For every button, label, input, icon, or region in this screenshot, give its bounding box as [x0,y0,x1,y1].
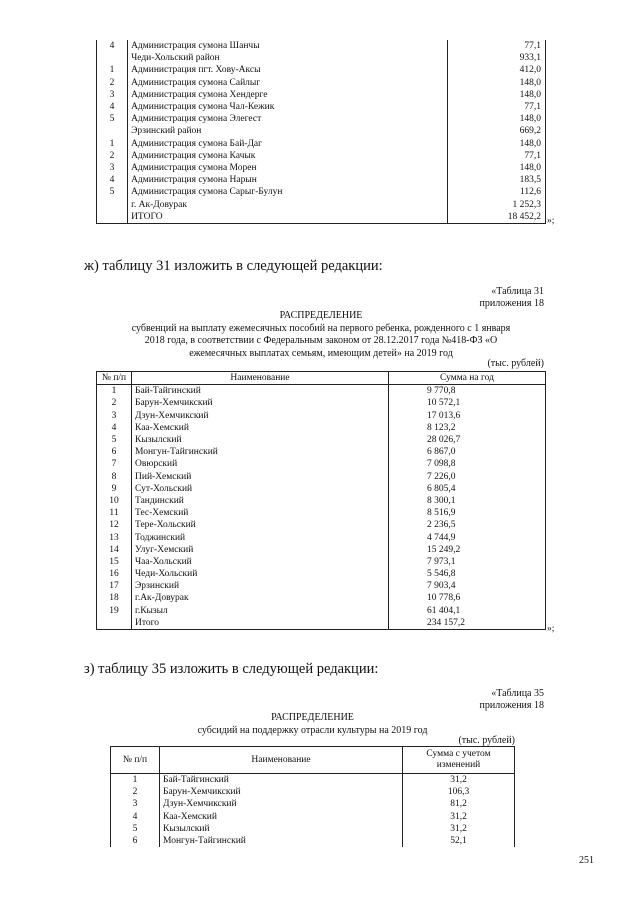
row-value: 8 123,2 [389,422,546,434]
table-31 [96,371,546,630]
table-35-label: «Таблица 35 [491,688,544,699]
row-value: 234 157,2 [389,617,546,630]
row-number: 16 [97,568,132,580]
row-number [97,125,128,137]
row-value: 81,2 [403,798,515,810]
row-number: 1 [97,385,132,398]
table-row [97,495,546,507]
row-name: Эрзинский район [128,125,448,137]
table-row [97,434,546,446]
row-name: Администрация сумона Сарыг-Булун [128,186,448,198]
row-number: 14 [97,544,132,556]
row-name: Администрация сумона Сайлыг [128,77,448,89]
table-35-title-block [110,712,515,737]
row-number: 19 [97,605,132,617]
row-number: 18 [97,592,132,604]
row-value: 15 249,2 [389,544,546,556]
row-number: 1 [111,774,160,787]
column-header-name: Наименование [160,747,403,774]
table-row [97,531,546,543]
table-row [97,471,546,483]
closing-quote-2: »; [547,624,555,634]
row-value: 1 252,3 [447,198,545,210]
row-number: 13 [97,531,132,543]
table-row [97,617,546,630]
row-value: 5 546,8 [389,568,546,580]
row-name: Барун-Хемчикский [160,786,403,798]
row-name: Барун-Хемчикский [132,397,389,409]
row-value: 106,3 [403,786,515,798]
row-name: Чаа-Хольский [132,556,389,568]
row-value: 6 805,4 [389,483,546,495]
row-name: Итого [132,617,389,630]
row-name: Администрация сумона Хендерге [128,89,448,101]
column-header-num: № п/п [97,372,132,385]
table-row [111,786,515,798]
row-number: 7 [97,458,132,470]
row-value: 10 778,6 [389,592,546,604]
table-row [111,811,515,823]
row-number [97,617,132,630]
row-number: 12 [97,519,132,531]
row-number: 2 [97,397,132,409]
closing-quote-1: »; [547,216,555,226]
row-number: 4 [111,811,160,823]
row-number: 3 [97,89,128,101]
table-row [97,458,546,470]
column-header-value-line-1: Сумма с учетом [426,748,491,759]
row-name: Тес-Хемский [132,507,389,519]
row-number: 5 [97,434,132,446]
row-value: 9 770,8 [389,385,546,398]
row-number: 5 [111,823,160,835]
row-name: Администрация сумона Элегест [128,113,448,125]
row-value: 10 572,1 [389,397,546,409]
row-name: Каа-Хемский [160,811,403,823]
row-name: Кызылский [160,823,403,835]
row-name: г.Ак-Довурак [132,592,389,604]
table-row [111,823,515,835]
row-number: 11 [97,507,132,519]
section-z-heading: з) таблицу 35 изложить в следующей редакции: [84,661,379,677]
row-value: 61 404,1 [389,605,546,617]
row-value: 4 744,9 [389,531,546,543]
row-name: Каа-Хемский [132,422,389,434]
row-value: 7 098,8 [389,458,546,470]
column-header-value-line-2: изменений [436,760,481,770]
table-31-continuation [96,40,546,224]
row-name: Бай-Тайгинский [132,385,389,398]
row-number: 5 [97,113,128,125]
table-row [97,580,546,592]
row-value: 31,2 [403,823,515,835]
row-number: 5 [97,186,128,198]
table-35-subtitle-1: субсидий на поддержку отрасли культуры на 2019 год [197,724,428,736]
table-row [97,422,546,434]
table-row [97,397,546,409]
row-value: 17 013,6 [389,410,546,422]
table-31-header-row [97,372,546,385]
row-number: 15 [97,556,132,568]
row-name: Бай-Тайгинский [160,774,403,787]
row-name: Монгун-Тайгинский [160,835,403,847]
section-zh-heading: ж) таблицу 31 изложить в следующей редакции: [84,258,383,274]
table-row [97,198,546,210]
row-name: Чеди-Хольский район [128,52,448,64]
table-35-title: РАСПРЕДЕЛЕНИЕ [271,712,354,723]
row-name: Администрация сумона Чал-Кежик [128,101,448,113]
table-31-title: РАСПРЕДЕЛЕНИЕ [279,310,363,321]
row-name: Тоджинский [132,531,389,543]
table-35-header-row [111,747,515,774]
row-value: 77,1 [447,150,545,162]
row-name: Администрация пгт. Хову-Аксы [128,64,448,76]
table-row [97,77,546,89]
table-31-subtitle-3: ежемесячных выплатах семьям, имеющим детей» на 2019 год [189,347,453,359]
row-name: Монгун-Тайгинский [132,446,389,458]
row-number: 3 [111,798,160,810]
row-value: 77,1 [447,101,545,113]
row-name: Чеди-Хольский [132,568,389,580]
row-number: 4 [97,422,132,434]
row-value: 183,5 [447,174,545,186]
table-row [97,385,546,398]
table-row [97,544,546,556]
row-name: Тандинский [132,495,389,507]
table-row [97,556,546,568]
row-number [97,198,128,210]
row-number: 3 [97,410,132,422]
row-value: 7 226,0 [389,471,546,483]
row-name: Улуг-Хемский [132,544,389,556]
row-value: 148,0 [447,77,545,89]
row-value: 8 300,1 [389,495,546,507]
row-number: 9 [97,483,132,495]
table-row [97,89,546,101]
table-row [97,40,546,52]
row-value: 148,0 [447,138,545,150]
row-value: 28 026,7 [389,434,546,446]
row-number: 17 [97,580,132,592]
row-number: 4 [97,40,128,52]
table-row [97,125,546,137]
row-name: г. Ак-Довурак [128,198,448,210]
table-row [97,446,546,458]
table-row [97,64,546,76]
table-31-units: (тыс. рублей) [487,358,544,369]
row-value: 6 867,0 [389,446,546,458]
row-name: Администрация сумона Нарын [128,174,448,186]
row-value: 669,2 [447,125,545,137]
row-number: 3 [97,162,128,174]
table-row [97,568,546,580]
row-value: 18 452,2 [447,211,545,224]
row-name: Сут-Хольский [132,483,389,495]
row-value: 8 516,9 [389,507,546,519]
row-number: 10 [97,495,132,507]
row-value: 112,6 [447,186,545,198]
table-35 [110,746,515,847]
table-row [97,507,546,519]
row-number [97,211,128,224]
row-value: 148,0 [447,113,545,125]
appendix-18-label: приложения 18 [479,298,544,309]
row-name: Пий-Хемский [132,471,389,483]
row-value: 52,1 [403,835,515,847]
table-row [97,162,546,174]
table-row [97,592,546,604]
row-value: 412,0 [447,64,545,76]
row-value: 148,0 [447,89,545,101]
column-header-name: Наименование [132,372,389,385]
table-row [97,138,546,150]
row-name: Дзун-Хемчикский [132,410,389,422]
row-value: 2 236,5 [389,519,546,531]
row-number: 1 [97,64,128,76]
row-name: Овюрский [132,458,389,470]
row-value: 31,2 [403,811,515,823]
table-row [97,410,546,422]
table-row [97,174,546,186]
row-name: Кызылский [132,434,389,446]
row-number [97,52,128,64]
table-row [97,113,546,125]
row-name: ИТОГО [128,211,448,224]
row-name: Администрация сумона Шанчы [128,40,448,52]
row-number: 2 [111,786,160,798]
page-number: 251 [579,855,594,866]
row-number: 8 [97,471,132,483]
row-value: 7 903,4 [389,580,546,592]
row-number: 6 [111,835,160,847]
row-number: 4 [97,174,128,186]
row-number: 6 [97,446,132,458]
table-31-label-block [480,286,544,310]
table-31-subtitle-2: 2018 года, в соответствии с Федеральным законом от 28.12.2017 года №418-ФЗ «О [144,335,498,346]
table-row [111,798,515,810]
table-31-subtitle-1: субвенций на выплату ежемесячных пособий на первого ребенка, рожденного с 1 января [131,322,511,334]
table-31-title-block [96,310,546,360]
table-row [111,835,515,847]
column-header-value [403,747,515,774]
table-35-label-block [480,688,544,712]
table-row [97,101,546,113]
table-row [97,186,546,198]
table-row [97,519,546,531]
row-name: Дзун-Хемчикский [160,798,403,810]
table-row [111,774,515,787]
row-number: 2 [97,77,128,89]
row-name: Администрация сумона Морен [128,162,448,174]
row-value: 31,2 [403,774,515,787]
table-row [97,483,546,495]
row-name: Администрация сумона Бай-Даг [128,138,448,150]
row-value: 77,1 [447,40,545,52]
row-value: 933,1 [447,52,545,64]
row-number: 1 [97,138,128,150]
table-row [97,52,546,64]
appendix-18-label-2: приложения 18 [479,700,544,711]
row-value: 7 973,1 [389,556,546,568]
column-header-num: № п/п [111,747,160,774]
table-row [97,150,546,162]
row-number: 2 [97,150,128,162]
row-value: 148,0 [447,162,545,174]
row-number: 4 [97,101,128,113]
row-name: г.Кызыл [132,605,389,617]
table-row [97,605,546,617]
row-name: Администрация сумона Качык [128,150,448,162]
table-31-label: «Таблица 31 [491,286,544,297]
table-row [97,211,546,224]
table-35-units: (тыс. рублей) [458,735,515,746]
row-name: Эрзинский [132,580,389,592]
column-header-value: Сумма на год [389,372,546,385]
row-name: Тере-Хольский [132,519,389,531]
